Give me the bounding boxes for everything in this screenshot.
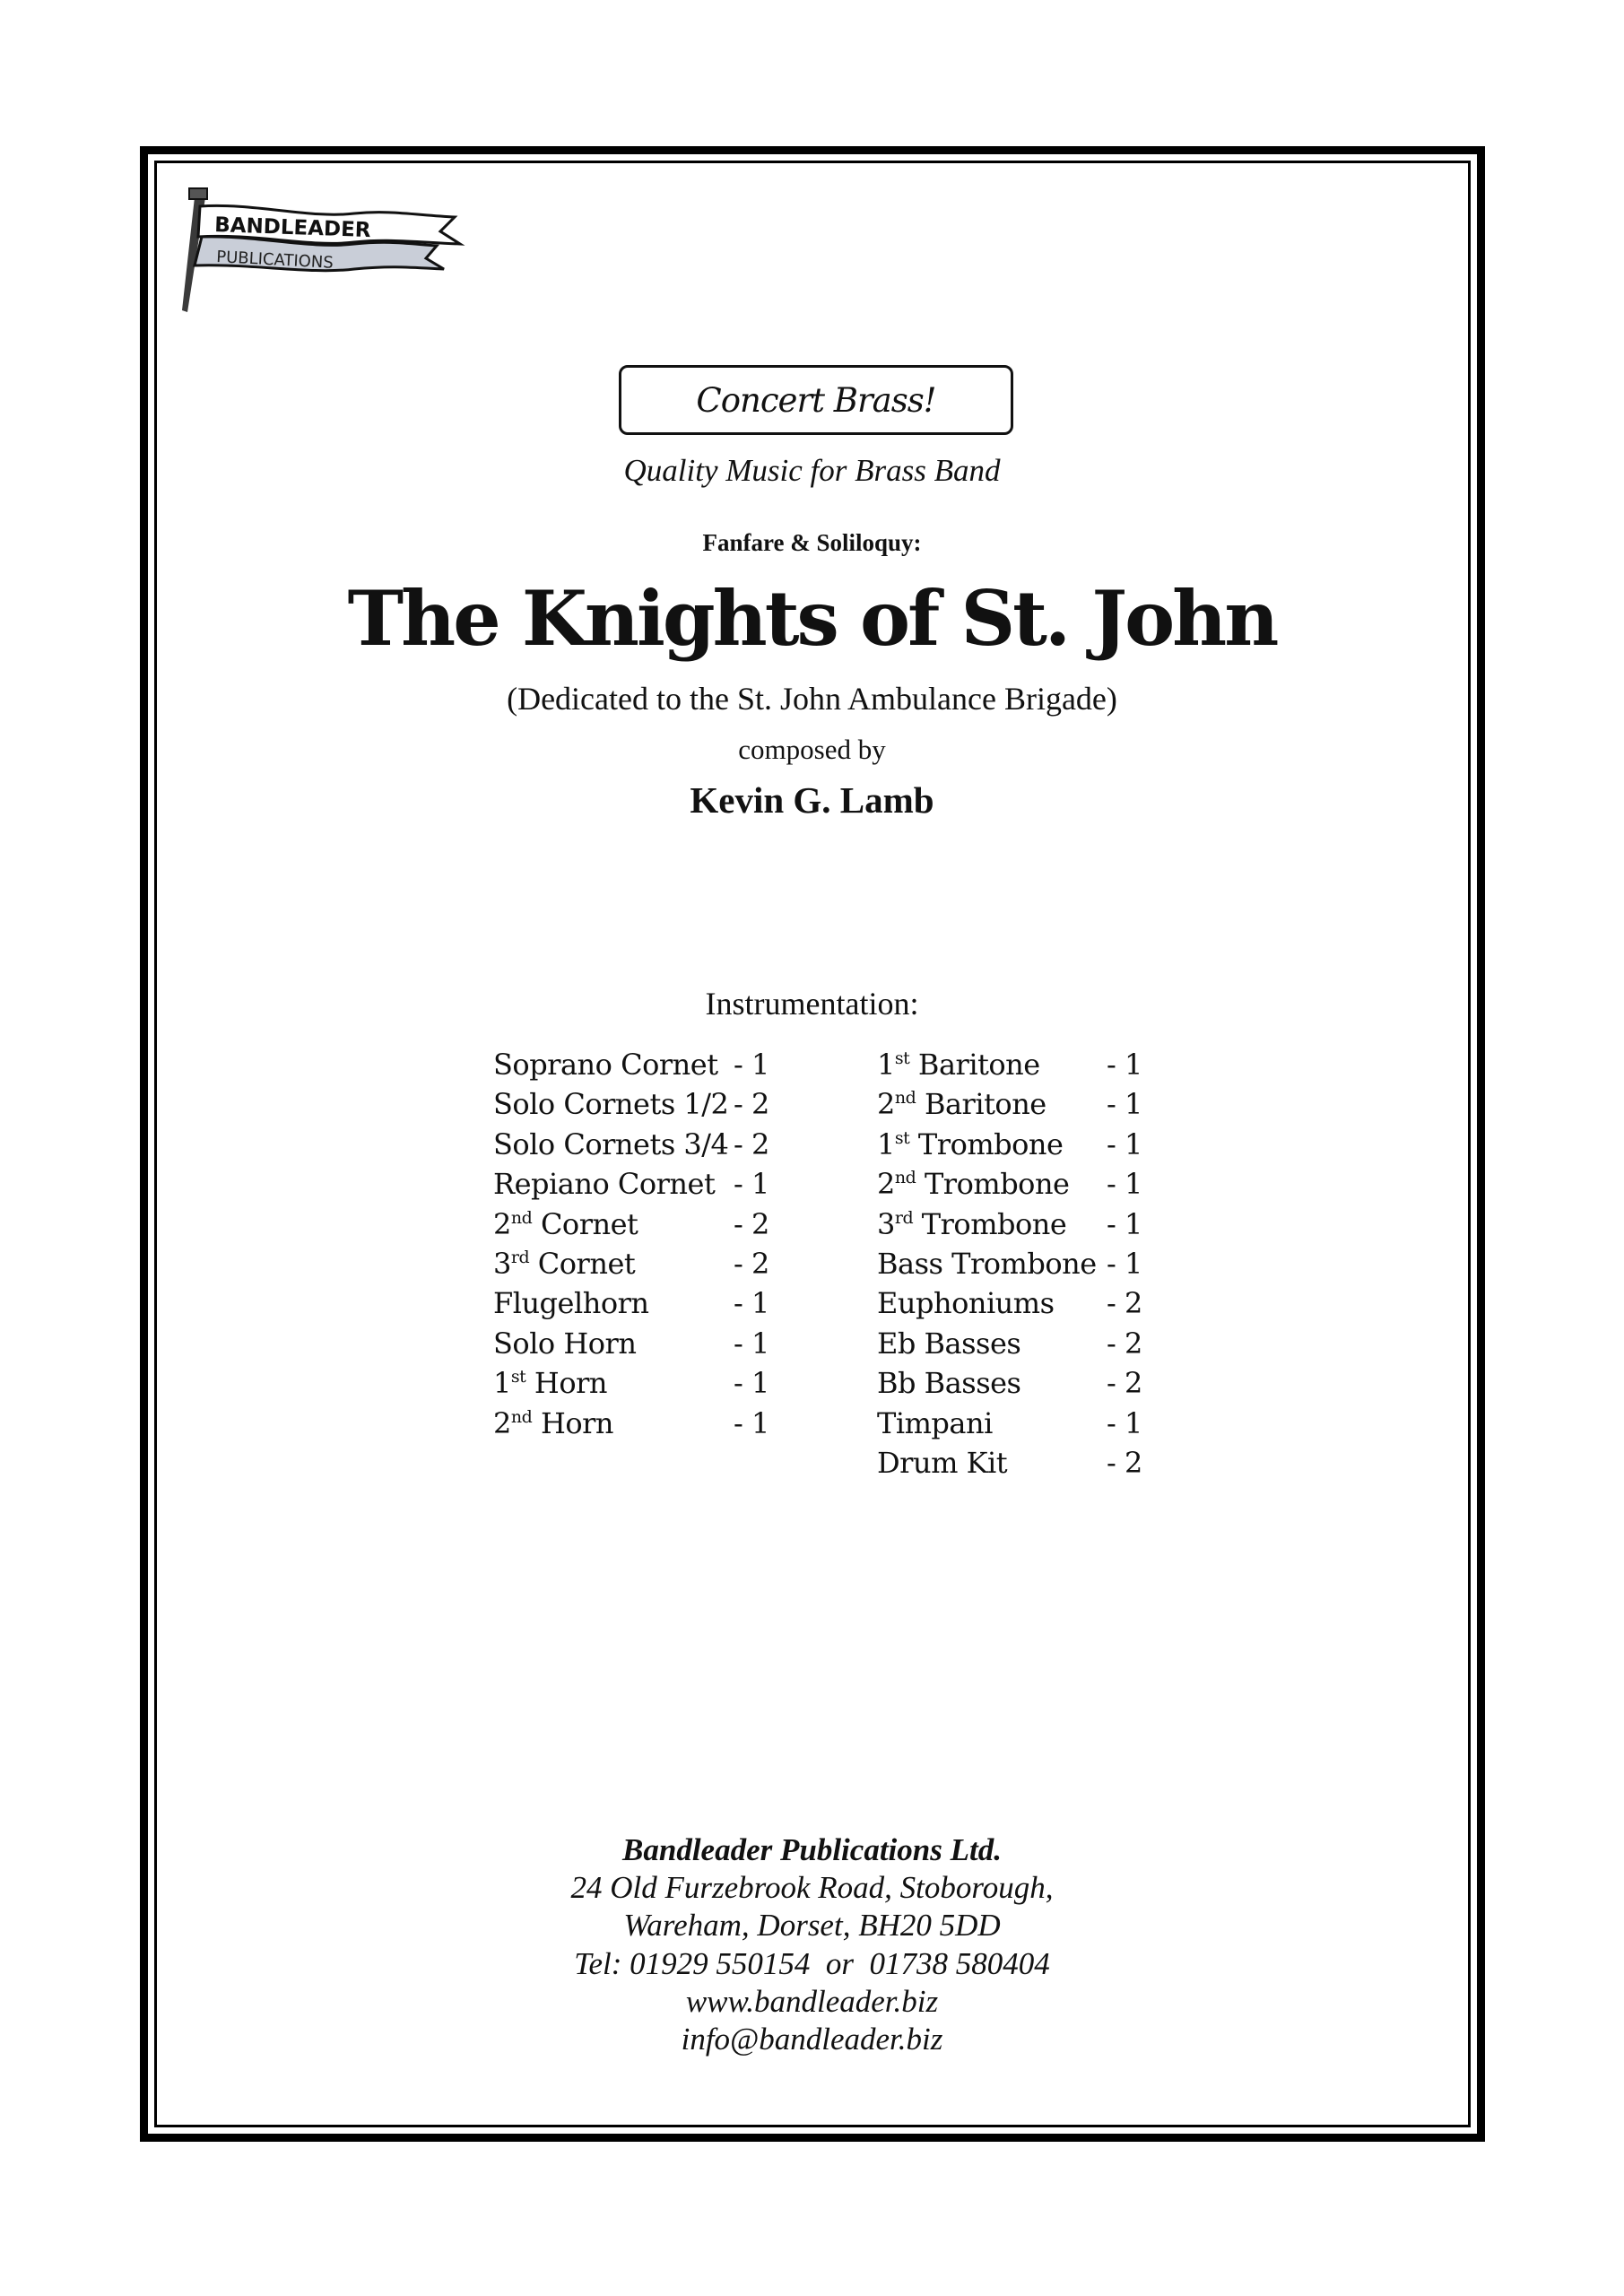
instrument-name: 3rd Trombone	[877, 1206, 1067, 1241]
instrument-name: 3rd Cornet	[493, 1246, 636, 1281]
instrument-name: Repiano Cornet	[493, 1167, 716, 1202]
publisher-website[interactable]: www.bandleader.biz	[685, 1984, 939, 2019]
composer-name: Kevin G. Lamb	[690, 779, 934, 821]
instrument-count: - 1	[734, 1286, 769, 1321]
instrument-row	[493, 1404, 769, 1443]
instrument-count: - 2	[1107, 1286, 1142, 1321]
instrument-row	[877, 1443, 1142, 1483]
publisher-name: Bandleader Publications Ltd.	[622, 1832, 1002, 1867]
instrument-row	[877, 1125, 1142, 1164]
instrumentation-list-left	[493, 1045, 769, 1443]
instrument-row	[877, 1363, 1142, 1403]
instrument-count: - 1	[734, 1326, 769, 1361]
instrument-count: - 2	[1107, 1366, 1142, 1401]
instrument-name: Drum Kit	[877, 1445, 1008, 1480]
instrument-count: - 1	[1107, 1087, 1142, 1122]
instrument-count: - 1	[1107, 1167, 1142, 1202]
series-tagline: Quality Music for Brass Band	[623, 453, 1001, 488]
instrument-row	[877, 1324, 1142, 1363]
instrumentation-list-right	[877, 1045, 1142, 1483]
instrument-row	[877, 1404, 1142, 1443]
piece-subtitle: Fanfare & Soliloquy:	[702, 529, 922, 556]
instrument-name: Timpani	[877, 1405, 993, 1440]
instrument-count: - 1	[734, 1167, 769, 1202]
instrument-row	[493, 1324, 769, 1363]
instrument-row	[877, 1084, 1142, 1124]
instrument-count: - 1	[734, 1366, 769, 1401]
instrument-name: Solo Cornets 1/2	[493, 1087, 729, 1122]
instrument-name: 1st Trombone	[877, 1126, 1064, 1161]
instrument-row	[877, 1045, 1142, 1084]
instrument-count: - 1	[1107, 1206, 1142, 1241]
instrument-count: - 1	[734, 1405, 769, 1440]
instrument-count: - 1	[1107, 1246, 1142, 1281]
series-box	[619, 365, 1013, 435]
instrument-row	[493, 1363, 769, 1403]
instrument-name: Solo Cornets 3/4	[493, 1126, 729, 1161]
bandleader-publications-logo	[175, 179, 480, 314]
instrument-row	[493, 1205, 769, 1244]
instrument-row	[493, 1084, 769, 1124]
instrument-name: Eb Basses	[877, 1326, 1021, 1361]
instrument-row	[493, 1283, 769, 1323]
instrument-name: Solo Horn	[493, 1326, 637, 1361]
instrument-name: 2nd Cornet	[493, 1206, 638, 1241]
instrument-row	[493, 1045, 769, 1084]
instrument-count: - 2	[734, 1087, 769, 1122]
instrument-row	[877, 1283, 1142, 1323]
instrument-count: - 1	[1107, 1405, 1142, 1440]
instrument-name: 1st Horn	[493, 1366, 607, 1401]
publisher-email[interactable]: info@bandleader.biz	[681, 2022, 943, 2057]
instrument-row	[493, 1125, 769, 1164]
instrument-row	[493, 1164, 769, 1204]
publisher-address-line-1: 24 Old Furzebrook Road, Stoborough,	[570, 1870, 1054, 1905]
instrument-count: - 2	[1107, 1445, 1142, 1480]
instrument-name: Bass Trombone	[877, 1246, 1097, 1281]
instrument-name: Euphoniums	[877, 1286, 1055, 1321]
instrument-name: Bb Basses	[877, 1366, 1021, 1401]
instrument-name: 2nd Trombone	[877, 1167, 1070, 1202]
instrument-row	[877, 1164, 1142, 1204]
instrument-count: - 1	[1107, 1126, 1142, 1161]
instrument-row	[877, 1205, 1142, 1244]
piece-dedication: (Dedicated to the St. John Ambulance Brigade)	[507, 681, 1117, 717]
logo-text-publications: PUBLICATIONS	[215, 248, 334, 273]
series-title: Concert Brass!	[696, 380, 936, 420]
instrumentation-heading: Instrumentation:	[705, 986, 919, 1022]
instrument-name: Soprano Cornet	[493, 1048, 718, 1082]
publisher-address-line-2: Wareham, Dorset, BH20 5DD	[623, 1908, 1001, 1943]
piece-title: The Knights of St. John	[347, 574, 1277, 663]
instrument-count: - 2	[734, 1126, 769, 1161]
instrument-name: 1st Baritone	[877, 1048, 1040, 1082]
instrument-count: - 2	[734, 1206, 769, 1241]
logo-text-bandleader: BANDLEADER	[213, 213, 371, 243]
publisher-phone: Tel: 01929 550154 or 01738 580404	[574, 1946, 1050, 1981]
instrument-count: - 2	[734, 1246, 769, 1281]
instrument-count: - 1	[734, 1048, 769, 1082]
instrument-count: - 2	[1107, 1326, 1142, 1361]
instrument-row	[493, 1244, 769, 1283]
instrument-name: 2nd Baritone	[877, 1087, 1046, 1122]
instrument-name: Flugelhorn	[493, 1286, 649, 1321]
composed-by-label: composed by	[738, 734, 886, 765]
instrument-count: - 1	[1107, 1048, 1142, 1082]
instrument-row	[877, 1244, 1142, 1283]
instrument-name: 2nd Horn	[493, 1405, 614, 1440]
